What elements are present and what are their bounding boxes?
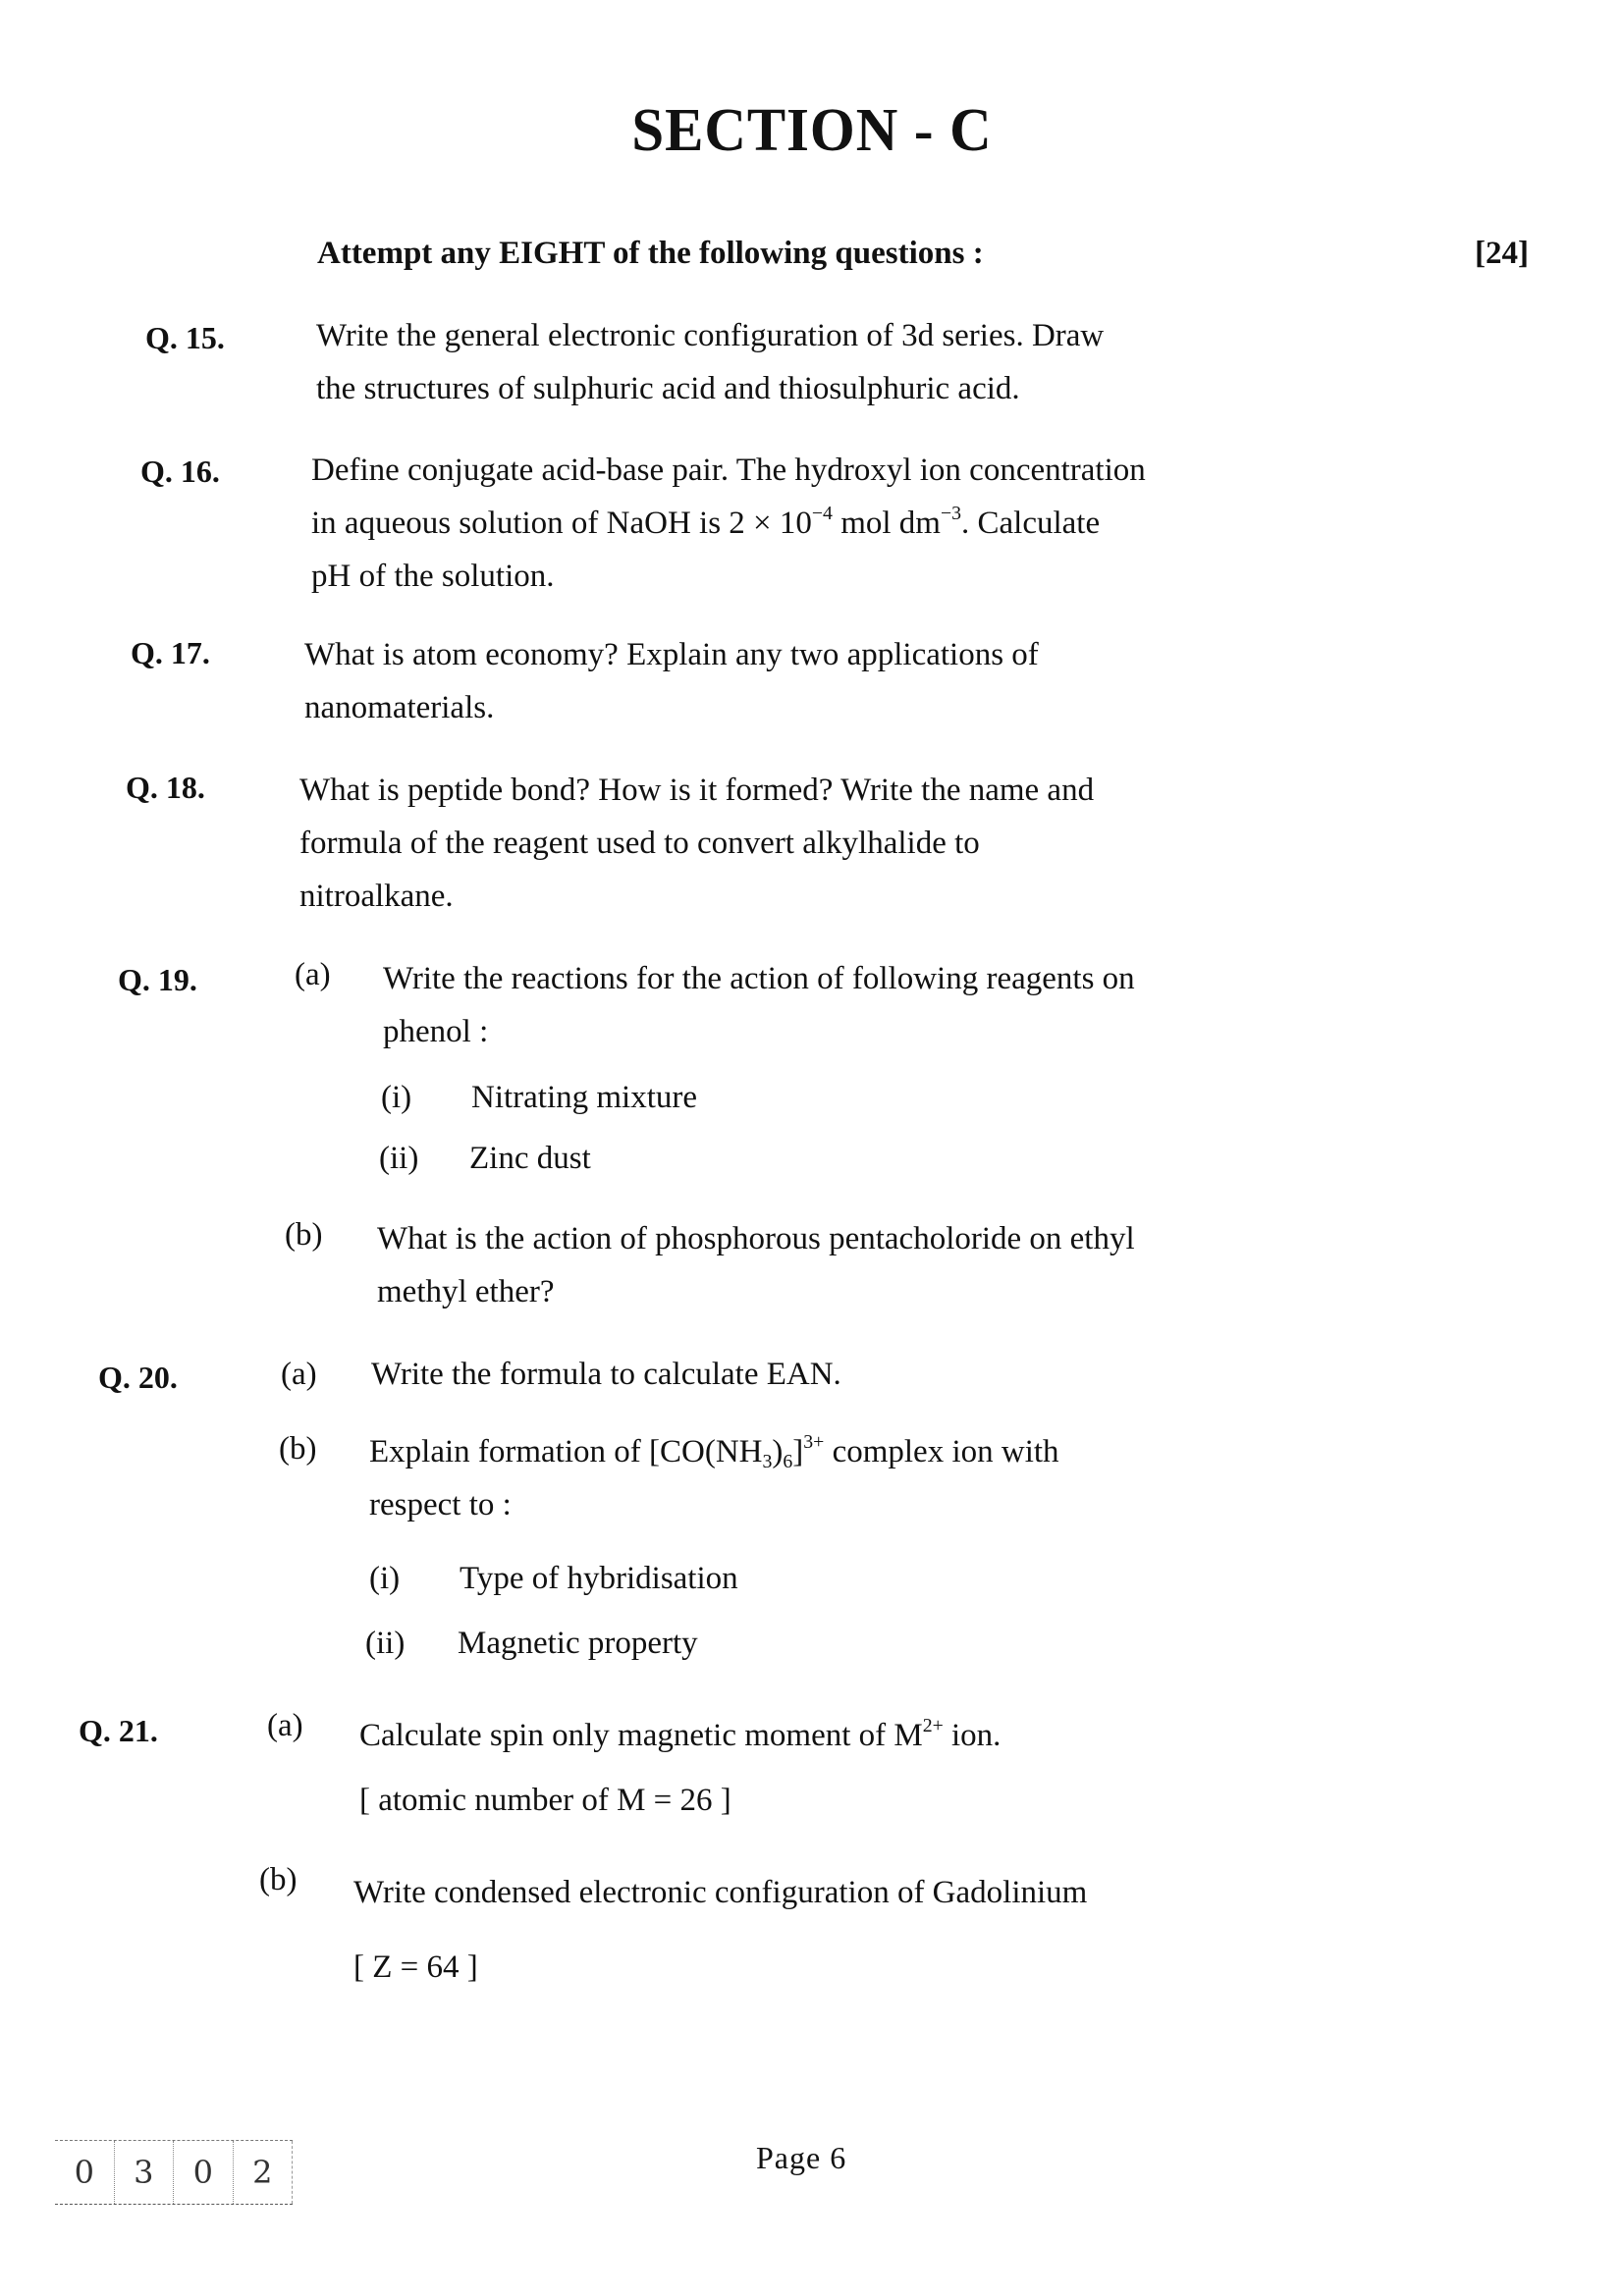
- question-number: Q. 15.: [145, 320, 225, 355]
- text-fragment: in aqueous solution of NaOH is 2 × 10: [311, 506, 812, 541]
- text-line: [369, 1425, 1390, 1478]
- text-line: Write the general electronic configuration of 3d series. Draw: [316, 318, 1105, 353]
- question-number: Q. 21.: [79, 1713, 158, 1748]
- part-label: (a): [267, 1708, 303, 1743]
- text-line: What is peptide bond? How is it formed? Write the name and: [299, 773, 1095, 808]
- part-label: (a): [295, 957, 331, 992]
- exponent: −4: [811, 503, 833, 525]
- text-line: formula of the reagent used to convert alkylhalide to: [299, 826, 980, 861]
- subitem-label: (i): [381, 1080, 412, 1115]
- question-21a-text: [359, 1703, 1341, 1833]
- question-19b-text: [377, 1212, 1388, 1318]
- instruction-text: Attempt any EIGHT of the following questions :: [317, 236, 984, 271]
- superscript: 2+: [922, 1715, 944, 1737]
- text-line: [ Z = 64 ]: [353, 1949, 478, 1985]
- code-digit: 2: [234, 2141, 294, 2204]
- text-fragment: ]: [792, 1434, 804, 1469]
- text-line: Write the reactions for the action of following reagents on: [383, 961, 1135, 996]
- question-20b-text: [369, 1425, 1390, 1531]
- subitem-text: Magnetic property: [458, 1626, 698, 1661]
- code-digit: 3: [115, 2141, 175, 2204]
- text-fragment: ion.: [943, 1718, 1001, 1753]
- question-number: Q. 20.: [98, 1360, 178, 1395]
- subitem-label: (ii): [379, 1141, 419, 1176]
- text-line: Define conjugate acid-base pair. The hydroxyl ion concentration: [311, 453, 1146, 488]
- section-title: SECTION - C: [631, 97, 993, 164]
- question-21b-text: [353, 1855, 1384, 2004]
- question-number: Q. 17.: [131, 635, 210, 670]
- text-fragment: Explain formation of [CO(NH: [369, 1434, 763, 1469]
- part-label: (b): [279, 1431, 317, 1467]
- question-number: Q. 16.: [140, 454, 220, 489]
- text-line: methyl ether?: [377, 1274, 555, 1309]
- question-15-text: [316, 309, 1377, 415]
- question-19a-text: [383, 952, 1384, 1058]
- subscript: 3: [762, 1450, 773, 1472]
- text-line: phenol :: [383, 1014, 489, 1049]
- text-line: Write condensed electronic configuration of Gadolinium: [353, 1875, 1088, 1910]
- part-label: (b): [259, 1862, 298, 1897]
- text-line: pH of the solution.: [311, 559, 555, 594]
- text-line: What is the action of phosphorous pentacholoride on ethyl: [377, 1221, 1135, 1256]
- text-line: [311, 497, 1381, 550]
- question-17-text: [304, 628, 1384, 734]
- question-number: Q. 18.: [126, 770, 205, 805]
- subitem-label: (i): [369, 1561, 401, 1596]
- part-label: (b): [285, 1217, 323, 1253]
- part-label: (a): [281, 1357, 317, 1392]
- text-fragment: mol dm: [832, 506, 941, 541]
- page-number: Page 6: [756, 2140, 847, 2175]
- subitem-text: Nitrating mixture: [471, 1080, 698, 1115]
- text-line: nitroalkane.: [299, 879, 454, 914]
- text-line: respect to :: [369, 1487, 512, 1522]
- text-line: [359, 1703, 1341, 1768]
- subitem-text: Type of hybridisation: [460, 1561, 738, 1596]
- code-digit: 0: [174, 2141, 234, 2204]
- text-line: [ atomic number of M = 26 ]: [359, 1783, 731, 1818]
- subitem-text: Zinc dust: [469, 1141, 591, 1176]
- text-fragment: complex ion with: [824, 1434, 1059, 1469]
- text-fragment: . Calculate: [961, 506, 1101, 541]
- text-line: the structures of sulphuric acid and thiosulphuric acid.: [316, 371, 1020, 406]
- superscript: 3+: [803, 1431, 825, 1454]
- code-digit: 0: [55, 2141, 115, 2204]
- subscript: 6: [783, 1450, 793, 1472]
- paper-code-box: [55, 2140, 293, 2205]
- exponent: −3: [940, 503, 962, 525]
- question-number: Q. 19.: [118, 962, 197, 997]
- subitem-label: (ii): [365, 1626, 406, 1661]
- text-line: nanomaterials.: [304, 690, 495, 725]
- text-fragment: ): [772, 1434, 784, 1469]
- question-20a-text: Write the formula to calculate EAN.: [371, 1357, 841, 1392]
- question-18-text: [299, 764, 1384, 923]
- question-16-text: [311, 444, 1381, 603]
- marks-badge: [24]: [1475, 236, 1529, 271]
- text-line: What is atom economy? Explain any two applications of: [304, 637, 1039, 672]
- text-fragment: Calculate spin only magnetic moment of M: [359, 1718, 923, 1753]
